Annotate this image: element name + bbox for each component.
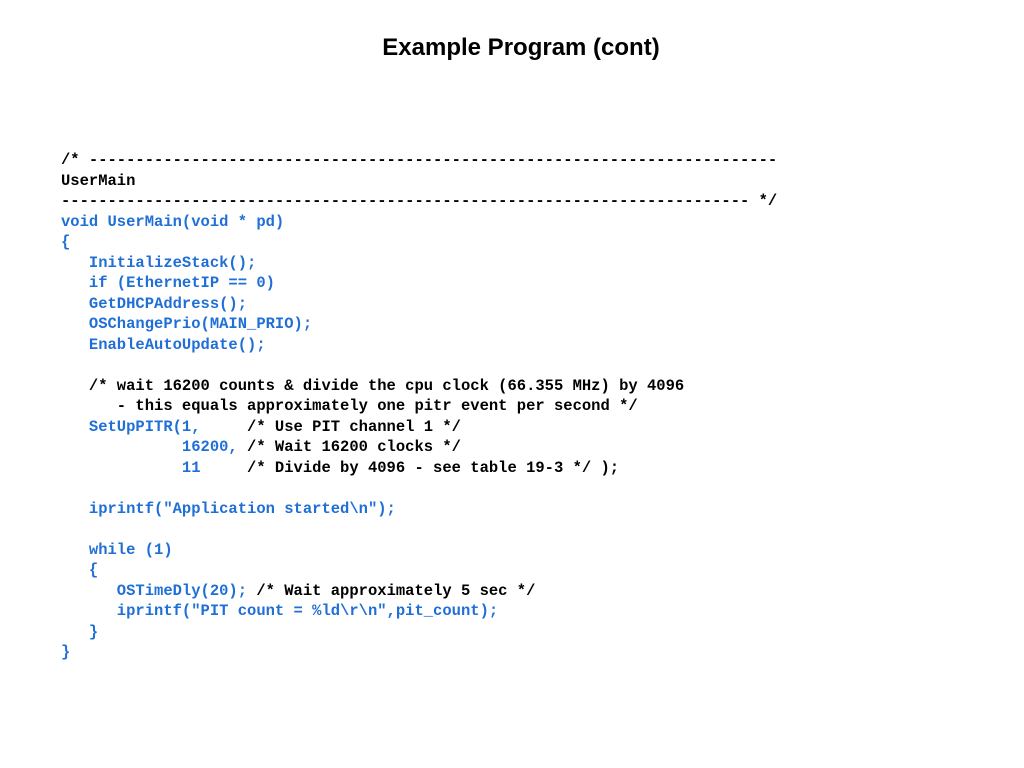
- code-text: }: [61, 643, 71, 661]
- code-comment: UserMain: [61, 171, 136, 190]
- code-text: 11: [61, 458, 248, 477]
- code-line: [61, 191, 777, 212]
- code-text: OSChangePrio(MAIN_PRIO);: [61, 315, 313, 333]
- code-line: [61, 601, 777, 622]
- code-comment: /* Use PIT channel 1 */: [247, 417, 461, 436]
- code-line: [61, 232, 777, 253]
- code-comment: /* wait 16200 counts & divide the cpu clock (66.355 MHz) by 4096: [61, 376, 685, 395]
- code-line: [61, 458, 777, 479]
- code-comment: -------------------------------------------------------------------------- */: [61, 192, 778, 210]
- code-text: GetDHCPAddress();: [61, 294, 248, 313]
- code-text: 16200,: [61, 438, 248, 456]
- code-text: iprintf("Application started\n");: [61, 499, 396, 518]
- code-line: [61, 273, 777, 294]
- code-text: InitializeStack();: [61, 253, 257, 272]
- code-text: if (EthernetIP == 0): [61, 274, 275, 292]
- code-listing: [61, 150, 777, 663]
- code-line: [61, 171, 777, 192]
- code-line: [61, 560, 777, 581]
- code-line: [61, 253, 777, 274]
- code-line: [61, 294, 777, 315]
- code-comment: /* Wait 16200 clocks */: [247, 438, 461, 456]
- code-text: {: [61, 233, 71, 251]
- code-line: [61, 437, 777, 458]
- code-text: while (1): [61, 540, 173, 559]
- code-comment: /* --------------------------------------------------------------------------: [61, 151, 778, 169]
- code-text: void UserMain(void * pd): [61, 212, 285, 231]
- code-line: [61, 540, 777, 561]
- code-text: }: [61, 622, 99, 641]
- code-comment: - this equals approximately one pitr event per second */: [61, 397, 638, 415]
- code-text: iprintf("PIT count = %ld\r\n",pit_count);: [61, 602, 499, 620]
- code-line: [61, 150, 777, 171]
- slide-title: Example Program (cont): [382, 34, 660, 61]
- code-line: [61, 622, 777, 643]
- code-line: [61, 376, 777, 397]
- code-text: OSTimeDly(20);: [61, 581, 257, 600]
- code-line: [61, 581, 777, 602]
- code-line: [61, 417, 777, 438]
- code-comment: /* Divide by 4096 - see table 19-3 */ );: [247, 458, 620, 477]
- code-line: [61, 396, 777, 417]
- code-line: [61, 335, 777, 356]
- code-text: {: [61, 561, 99, 579]
- code-comment: /* Wait approximately 5 sec */: [256, 581, 536, 600]
- code-line: [61, 355, 777, 376]
- code-line: [61, 642, 777, 663]
- code-line: [61, 314, 777, 335]
- code-text: EnableAutoUpdate();: [61, 335, 266, 354]
- code-line: [61, 478, 777, 499]
- code-line: [61, 519, 777, 540]
- code-line: [61, 499, 777, 520]
- code-line: [61, 212, 777, 233]
- code-text: SetUpPITR(1,: [61, 417, 248, 436]
